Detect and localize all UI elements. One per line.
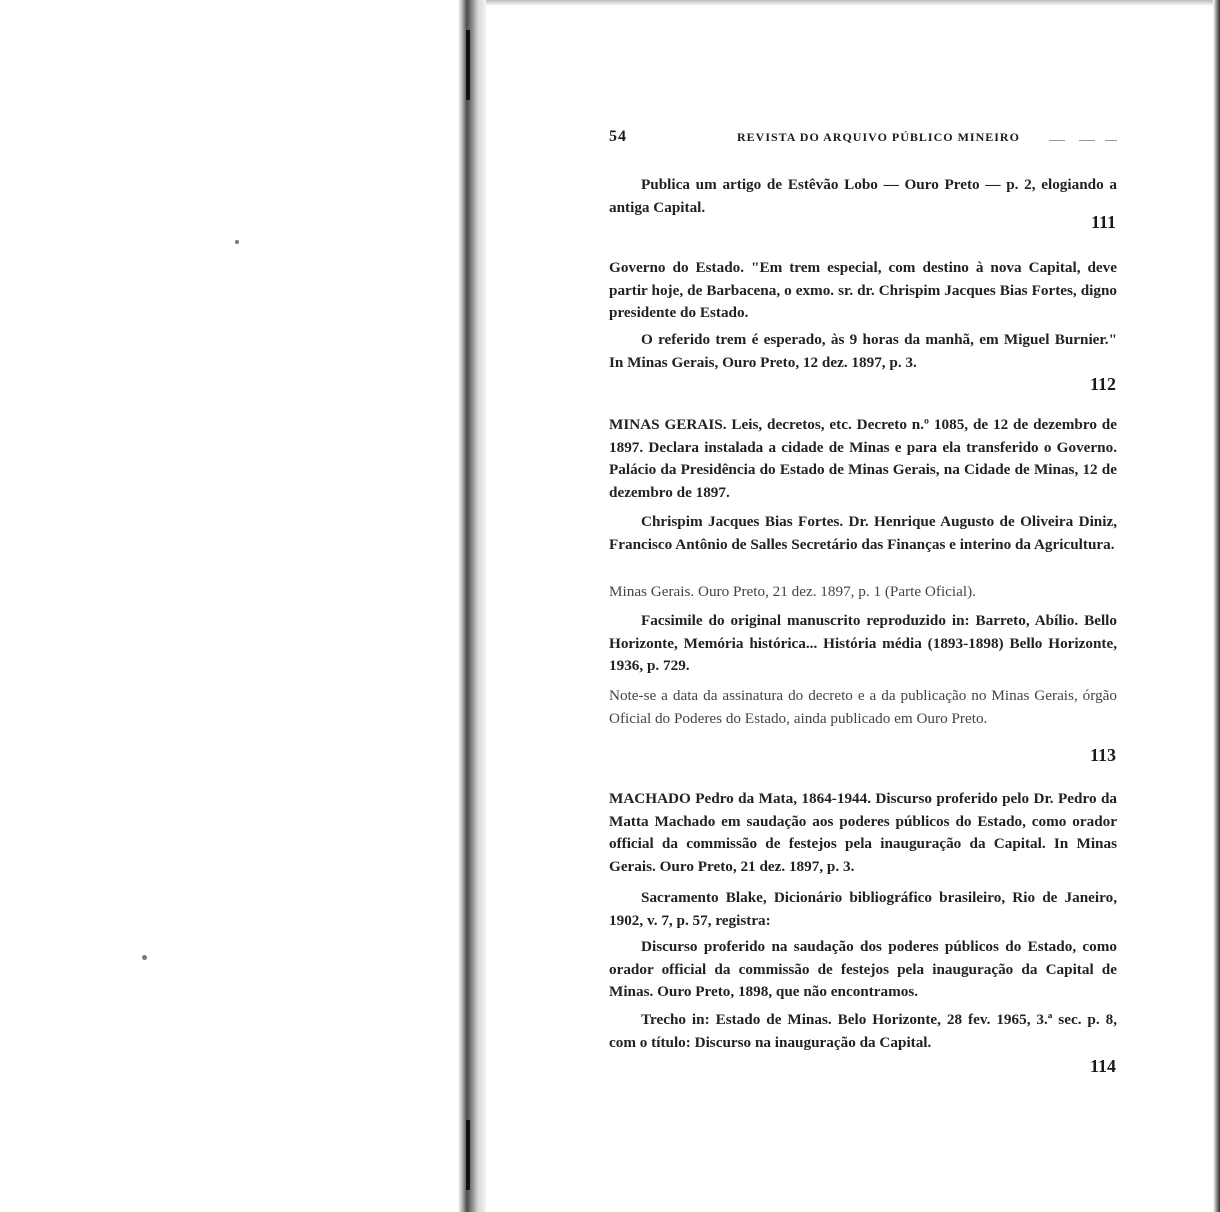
entry-number: 113 [1089, 745, 1116, 765]
entry-paragraph: Note-se a data da assinatura do decreto e a da publicação no Minas Gerais, órgão Oficial do Poderes do Estado, ainda publicado em Ouro Preto. [609, 687, 1117, 727]
running-head [609, 128, 1117, 150]
entry-paragraph: Sacramento Blake, Dicionário bibliográfico brasileiro, Rio de Janeiro, 1902, v. 7, p. 57, registra: [609, 889, 1117, 929]
gutter-shadow-mark [466, 1120, 470, 1190]
page-number: 54 [609, 128, 627, 145]
entry-paragraph: O referido trem é esperado, às 9 horas da manhã, em Miguel Burnier." In Minas Gerais, Ouro Preto, 12 dez. 1897, p. 3. [609, 331, 1117, 371]
entry-paragraph: MACHADO Pedro da Mata, 1864-1944. Discurso proferido pelo Dr. Pedro da Matta Machado em saudação aos poderes públicos do Estado, como orador official da commissão de festejos pela inauguração da Capital. In Minas Gerais. Ouro Preto, 21 dez. 1897, p. 3. [609, 790, 1117, 875]
entry-paragraph: Facsimile do original manuscrito reproduzido in: Barreto, Abílio. Bello Horizonte, Memória histórica... História média (1893-1898) Bello Horizonte, 1936, p. 729. [609, 612, 1117, 674]
entry-paragraph: Minas Gerais. Ouro Preto, 21 dez. 1897, p. 1 (Parte Oficial). [609, 583, 976, 600]
entry-number: 114 [1089, 1056, 1116, 1076]
entry-paragraph: Chrispim Jacques Bias Fortes. Dr. Henrique Augusto de Oliveira Diniz, Francisco Antônio de Salles Secretário das Finanças e interino da Agricultura. [609, 513, 1117, 553]
entry-paragraph: Publica um artigo de Estêvão Lobo — Ouro Preto — p. 2, elogiando a antiga Capital. [609, 176, 1117, 216]
gutter-shadow-mark [466, 30, 470, 100]
journal-title: REVISTA DO ARQUIVO PÚBLICO MINEIRO [737, 130, 1020, 144]
entry-number: 111 [1090, 212, 1116, 232]
entry-paragraph: Trecho in: Estado de Minas. Belo Horizonte, 28 fev. 1965, 3.ª sec. p. 8, com o título: Discurso na inauguração da Capital. [609, 1011, 1117, 1051]
head-rule [1049, 140, 1065, 141]
entry-paragraph: MINAS GERAIS. Leis, decretos, etc. Decreto n.º 1085, de 12 de dezembro de 1897. Declara instalada a cidade de Minas e para ela transferido o Governo. Palácio da Presidência do Estado de Minas Gerais, na Cidade de Minas, 12 de dezembro de 1897. [609, 416, 1117, 501]
entry-number: 112 [1089, 374, 1116, 394]
page-right-edge [1213, 0, 1220, 1212]
head-rule [1079, 140, 1095, 141]
dust-speck [142, 955, 147, 960]
book-gutter [458, 0, 486, 1212]
head-rule [1105, 140, 1117, 141]
entry-paragraph: Governo do Estado. "Em trem especial, com destino à nova Capital, deve partir hoje, de Barbacena, o exmo. sr. dr. Chrispim Jacques Bias Fortes, digno presidente do Estado. [609, 259, 1117, 321]
entry-paragraph: Discurso proferido na saudação dos poderes públicos do Estado, como orador official da commissão de festejos pela inauguração da Capital de Minas. Ouro Preto, 1898, que não encontramos. [609, 938, 1117, 1000]
dust-speck [235, 240, 239, 244]
page-top-edge [486, 0, 1220, 6]
